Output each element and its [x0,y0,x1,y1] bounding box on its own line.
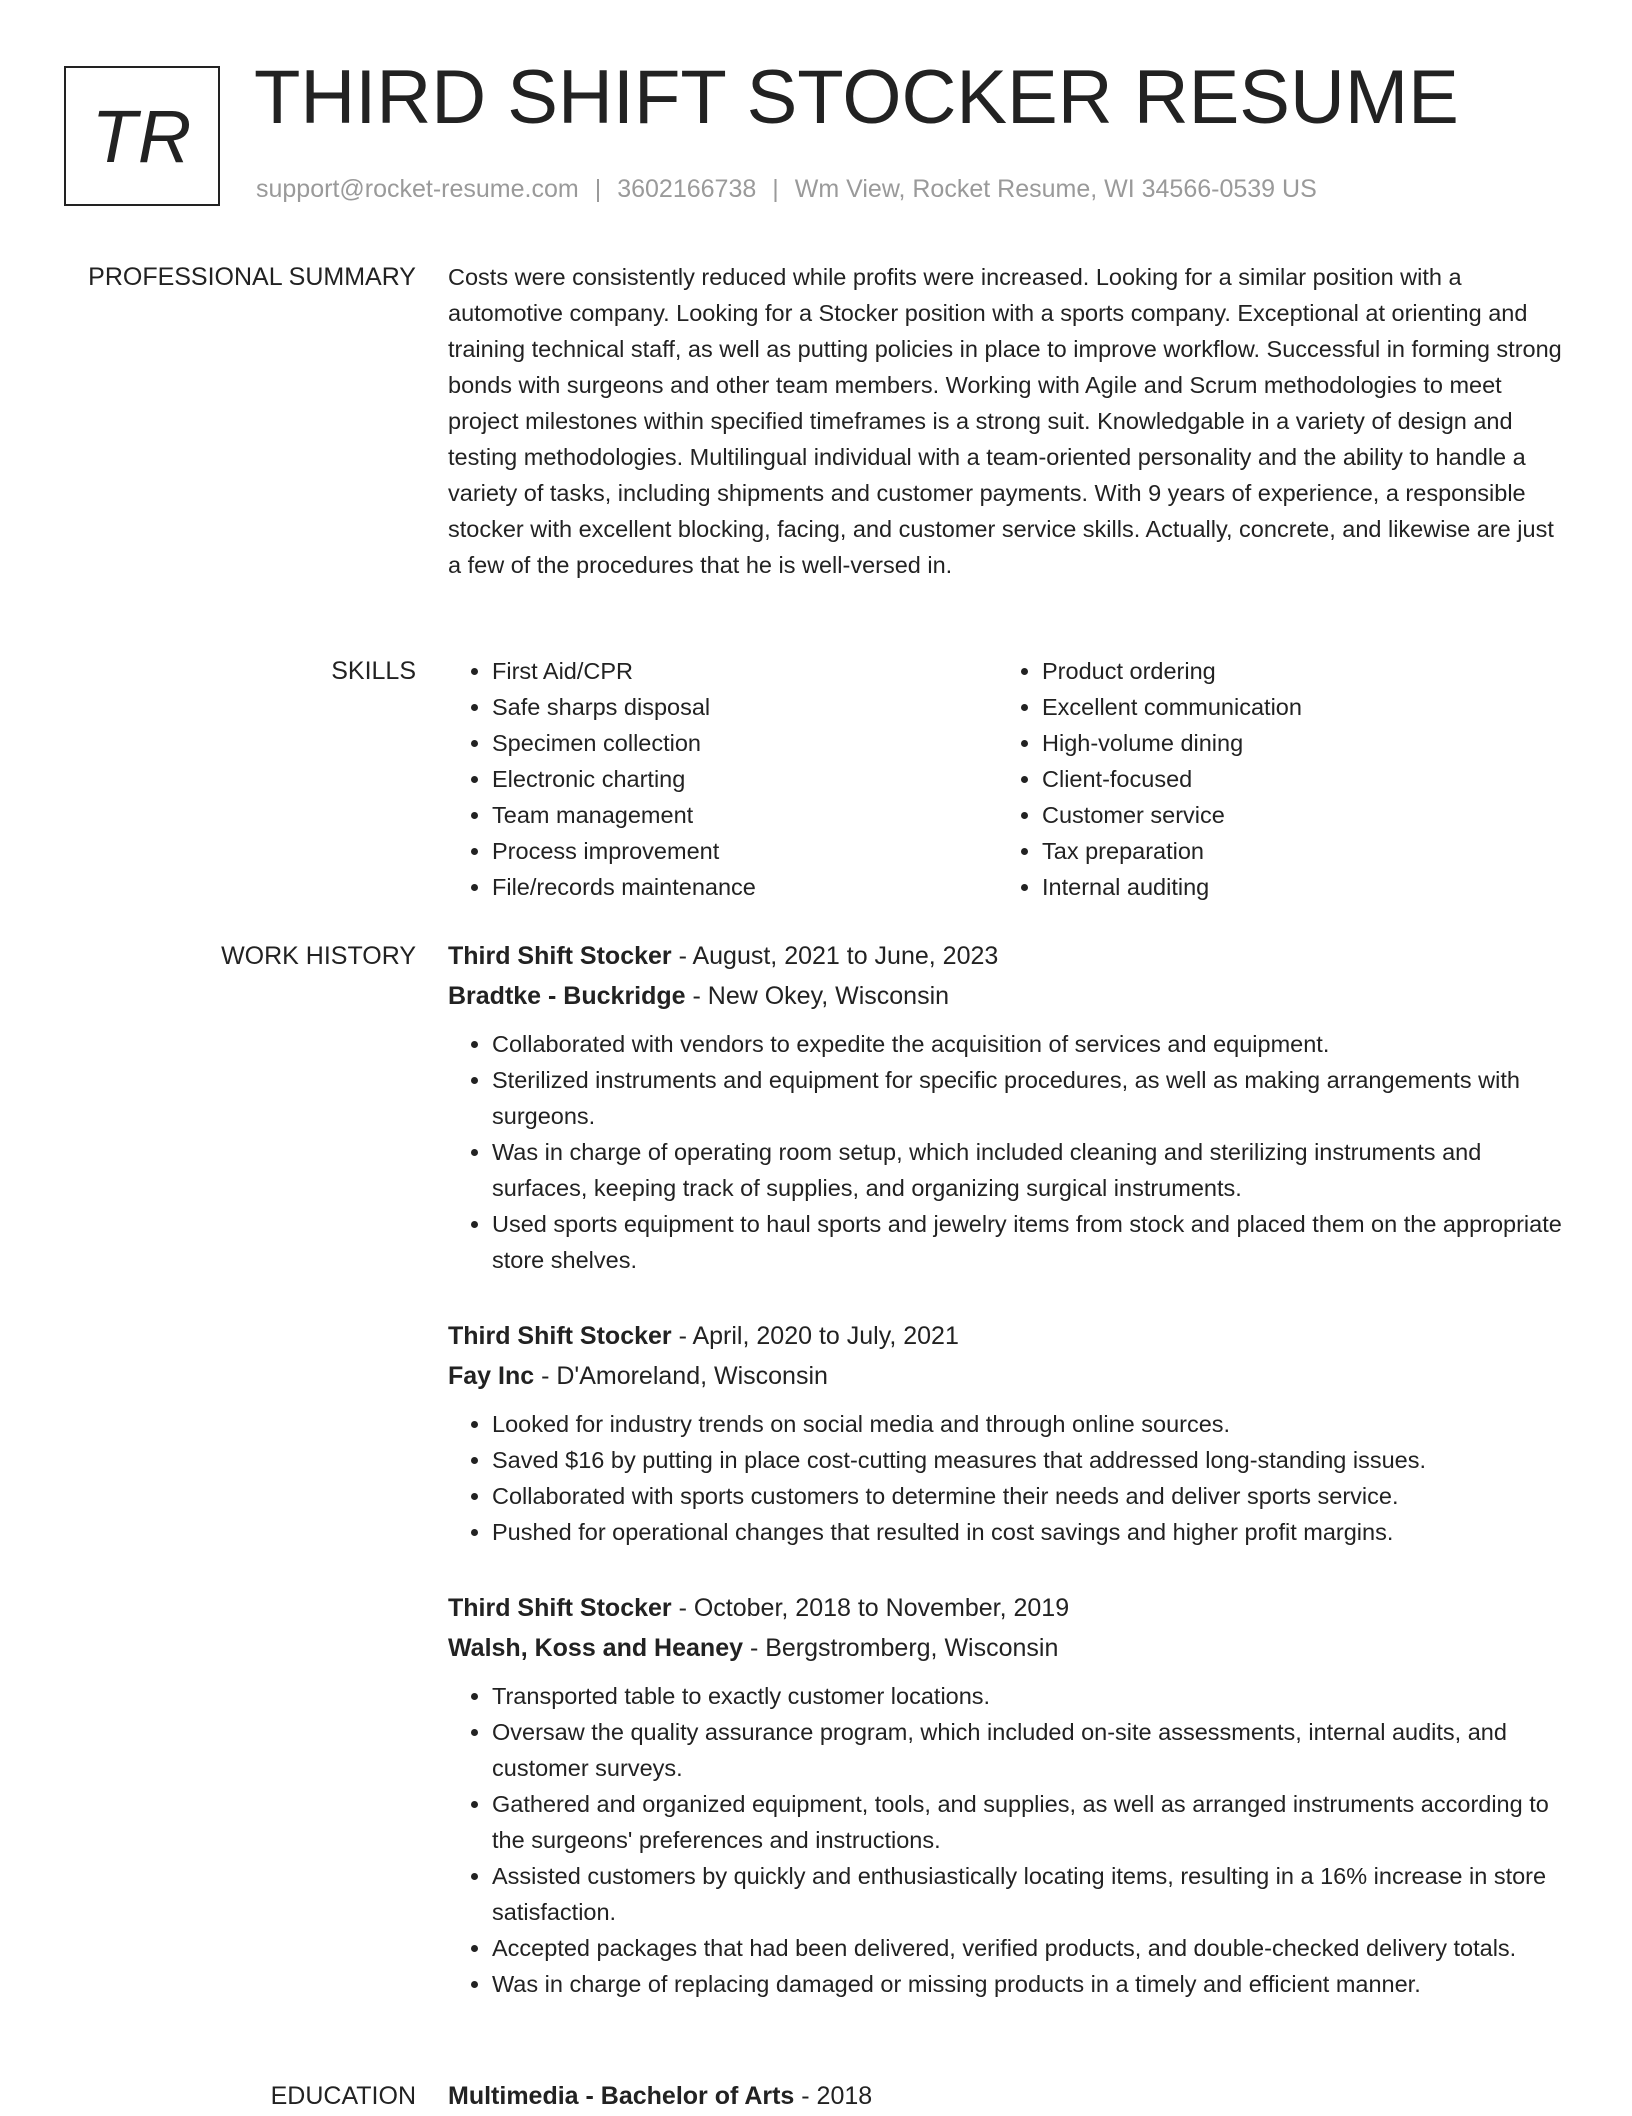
job-bullet: • Transported table to exactly customer locations. [492,1678,1568,1714]
graduation-year: - 2018 [794,2082,873,2110]
section-label-work-history: WORK HISTORY [221,942,416,970]
job-company: Bradtke - Buckridge [448,982,686,1010]
phone: 3602166738 [617,175,757,203]
job-location: - Bergstromberg, Wisconsin [743,1634,1059,1662]
skill-item: • Specimen collection [492,725,988,761]
skill-item: • Tax preparation [1042,833,1538,869]
job-dates: - April, 2020 to July, 2021 [671,1322,959,1350]
education-body [448,2076,1568,2116]
job-entry [448,936,1568,1278]
separator: | [594,175,602,203]
job-title-line [448,1316,1568,1356]
job-bullet: • Was in charge of replacing damaged or missing products in a timely and efficient manner. [492,1966,1568,2002]
skills-list [998,653,1538,905]
education-line [448,2076,1568,2116]
skills-list [448,653,988,905]
job-entry [448,1588,1568,2002]
section-label-summary: PROFESSIONAL SUMMARY [88,263,416,291]
skill-item: • Product ordering [1042,653,1538,689]
skills-body [448,653,1568,913]
job-bullet: • Oversaw the quality assurance program, which included on-site assessments, internal audits, and customer surveys. [492,1714,1568,1786]
job-dates: - October, 2018 to November, 2019 [671,1594,1070,1622]
skill-item: • Electronic charting [492,761,988,797]
section-label-skills: SKILLS [331,657,416,685]
job-bullet: • Gathered and organized equipment, tools, and supplies, as well as arranged instruments according to the surgeons' preferences and instructions. [492,1786,1568,1858]
job-company: Fay Inc [448,1362,535,1390]
skill-item: • Team management [492,797,988,833]
job-title-line [448,1588,1568,1628]
job-bullets [448,1026,1568,1278]
section-label-education: EDUCATION [270,2082,416,2110]
job-title: Third Shift Stocker [448,942,672,970]
skill-item: • Safe sharps disposal [492,689,988,725]
monogram-box [64,66,220,206]
job-location: - New Okey, Wisconsin [685,982,950,1010]
email: support@rocket-resume.com [256,175,579,203]
degree: Multimedia - Bachelor of Arts [448,2082,795,2110]
skill-item: • File/records maintenance [492,869,988,905]
summary-text: Costs were consistently reduced while profits were increased. Looking for a similar position with a automotive company. Looking for a Stocker position with a sports company. Exceptional at orienting and training technical staff, as well as putting policies in place to improve workflow. Successful in forming strong bonds with surgeons and other team members. Working with Agile and Scrum methodologies to meet project milestones within specified timeframes is a strong suit. Knowledgable in a variety of design and testing methodologies. Multilingual individual with a team-oriented personality and the ability to handle a variety of tasks, including shipments and customer payments. With 9 years of experience, a responsible stocker with excellent blocking, facing, and customer service skills. Actually, concrete, and likewise are just a few of the procedures that he is well-versed in. [448,264,1562,578]
job-entry [448,1316,1568,1550]
skills-column-left [448,653,988,905]
job-bullet: • Pushed for operational changes that resulted in cost savings and higher profit margins. [492,1514,1568,1550]
separator: | [772,175,779,203]
job-bullet: • Looked for industry trends on social media and through online sources. [492,1406,1568,1442]
job-company: Walsh, Koss and Heaney [448,1634,743,1662]
initials: TR [91,94,193,178]
skill-item: • Excellent communication [1042,689,1538,725]
job-bullet: • Assisted customers by quickly and enthusiastically locating items, resulting in a 16% increase in store satisfaction. [492,1858,1568,1930]
skills-column-right [998,653,1538,905]
job-bullets [448,1406,1568,1550]
job-bullet: • Used sports equipment to haul sports and jewelry items from stock and placed them on the appropriate store shelves. [492,1206,1568,1278]
skill-item: • Customer service [1042,797,1538,833]
job-bullet: • Saved $16 by putting in place cost-cutting measures that addressed long-standing issues. [492,1442,1568,1478]
job-bullet: • Accepted packages that had been delivered, verified products, and double-checked delivery totals. [492,1930,1568,1966]
resume-title: THIRD SHIFT STOCKER RESUME [254,55,1459,140]
job-title-line [448,936,1568,976]
job-dates: - August, 2021 to June, 2023 [671,942,999,970]
job-bullet: • Sterilized instruments and equipment for specific procedures, as well as making arrangements with surgeons. [492,1062,1568,1134]
job-bullet: • Was in charge of operating room setup, which included cleaning and sterilizing instruments and surfaces, keeping track of supplies, and organizing surgical instruments. [492,1134,1568,1206]
skill-item: • First Aid/CPR [492,653,988,689]
job-location: - D'Amoreland, Wisconsin [534,1362,828,1390]
skill-item: • Client-focused [1042,761,1538,797]
job-title: Third Shift Stocker [448,1594,672,1622]
job-title: Third Shift Stocker [448,1322,672,1350]
job-company-line [448,976,1568,1016]
address: Wm View, Rocket Resume, WI 34566-0539 US [794,175,1317,203]
job-company-line [448,1356,1568,1396]
contact-line [256,175,1317,204]
job-bullets [448,1678,1568,2002]
skill-item: • Internal auditing [1042,869,1538,905]
skill-item: • Process improvement [492,833,988,869]
job-company-line [448,1628,1568,1668]
job-bullet: • Collaborated with sports customers to determine their needs and deliver sports service. [492,1478,1568,1514]
job-bullet: • Collaborated with vendors to expedite the acquisition of services and equipment. [492,1026,1568,1062]
skill-item: • High-volume dining [1042,725,1538,761]
